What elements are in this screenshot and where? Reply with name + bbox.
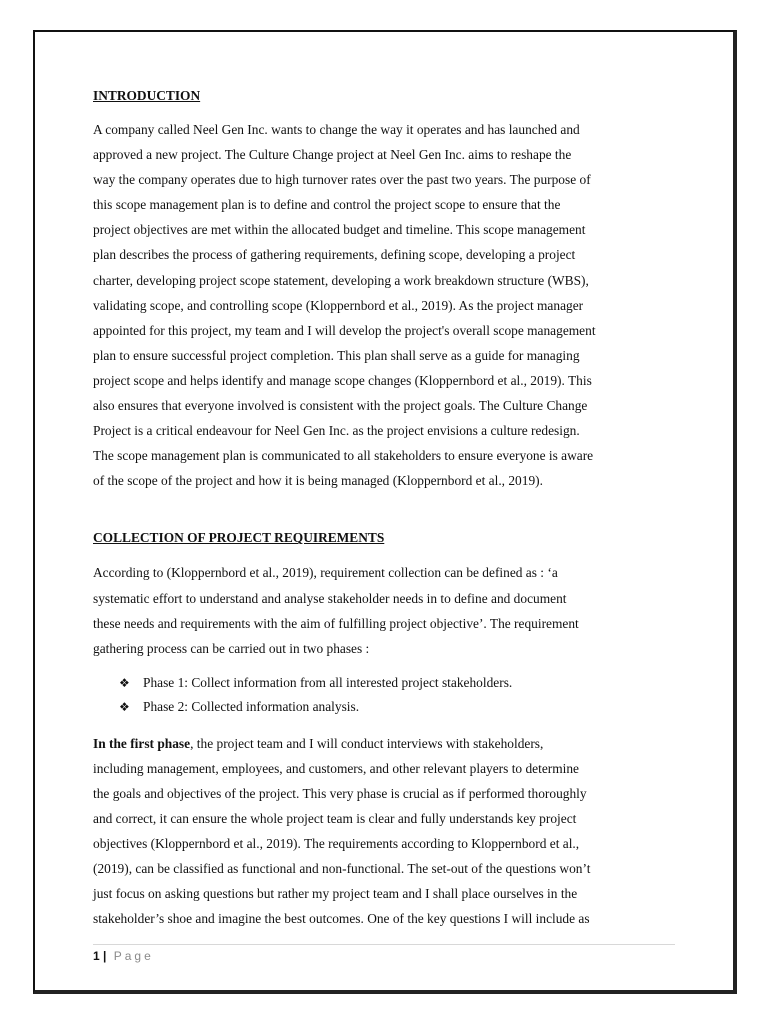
list-item [93, 695, 675, 720]
diamond-bullet-icon: ❖ [119, 700, 130, 715]
text-line: stakeholder’s shoe and imagine the best outcomes. One of the key questions I will include as [93, 911, 590, 927]
text-line: including management, employees, and customers, and other relevant players to determine [93, 760, 579, 776]
diamond-bullet-icon: ❖ [119, 675, 130, 690]
document-body [93, 86, 675, 932]
text-line: of the scope of the project and how it is being managed (Kloppernbord et al., 2019). [93, 473, 543, 489]
text-line: project objectives are met within the allocated budget and timeline. This scope management [93, 222, 586, 238]
text-line: plan describes the process of gathering requirements, defining scope, developing a project [93, 247, 576, 263]
first-phase-paragraph [93, 731, 675, 932]
first-phase-line-rest: , the project team and I will conduct interviews with stakeholders, [190, 735, 544, 751]
text-line: way the company operates due to high turnover rates over the past two years. The purpose of [93, 172, 591, 188]
text-line: gathering process can be carried out in two phases : [93, 640, 370, 656]
text-line: Project is a critical endeavour for Neel Gen Inc. as the project envisions a culture redesign. [93, 423, 580, 439]
text-line: validating scope, and controlling scope (Kloppernbord et al., 2019). As the project manager [93, 297, 584, 313]
text-line: approved a new project. The Culture Change project at Neel Gen Inc. aims to reshape the [93, 147, 572, 163]
list-item-text: Phase 2: Collected information analysis. [143, 699, 360, 715]
page-label: Page [113, 949, 154, 963]
text-line: (2019), can be classified as functional and non-functional. The set-out of the questions won’t [93, 861, 591, 877]
text-line [93, 731, 675, 756]
intro-paragraph [93, 117, 675, 493]
text-line: systematic effort to understand and analyse stakeholder needs in to define and document [93, 590, 567, 606]
phase-list [93, 671, 675, 720]
text-line: appointed for this project, my team and I will develop the project's overall scope management [93, 322, 596, 338]
text-line: these needs and requirements with the aim of fulfilling project objective’. The requirement [93, 615, 579, 631]
page-number: 1 [93, 949, 100, 963]
text-line: According to (Kloppernbord et al., 2019), requirement collection can be defined as : ‘a [93, 565, 558, 581]
text-line: charter, developing project scope statement, developing a work breakdown structure (WBS), [93, 272, 589, 288]
text-line: also ensures that everyone involved is consistent with the project goals. The Culture Change [93, 398, 588, 414]
text-line: objectives (Kloppernbord et al., 2019). The requirements according to Kloppernbord et al., [93, 836, 580, 852]
list-item [93, 671, 675, 696]
first-phase-lead: In the first phase [93, 735, 191, 751]
collection-heading: COLLECTION OF PROJECT REQUIREMENTS [93, 530, 385, 546]
list-item-text: Phase 1: Collect information from all interested project stakeholders. [143, 674, 513, 690]
text-line: just focus on asking questions but rather my project team and I shall place ourselves in the [93, 886, 578, 902]
text-line: project scope and helps identify and manage scope changes (Kloppernbord et al., 2019). This [93, 372, 592, 388]
text-line: the goals and objectives of the project. This very phase is crucial as if performed thoroughly [93, 785, 587, 801]
text-line: and correct, it can ensure the whole project team is clear and fully understands key project [93, 811, 577, 827]
intro-heading: INTRODUCTION [93, 88, 201, 103]
text-line: The scope management plan is communicated to all stakeholders to ensure everyone is aware [93, 448, 594, 464]
collection-paragraph [93, 560, 675, 660]
text-line: this scope management plan is to define and control the project scope to ensure that the [93, 197, 561, 213]
page-footer [93, 944, 675, 963]
text-line: plan to ensure successful project completion. This plan shall serve as a guide for managing [93, 347, 580, 363]
page-separator: | [103, 949, 107, 963]
text-line: A company called Neel Gen Inc. wants to change the way it operates and has launched and [93, 122, 580, 137]
